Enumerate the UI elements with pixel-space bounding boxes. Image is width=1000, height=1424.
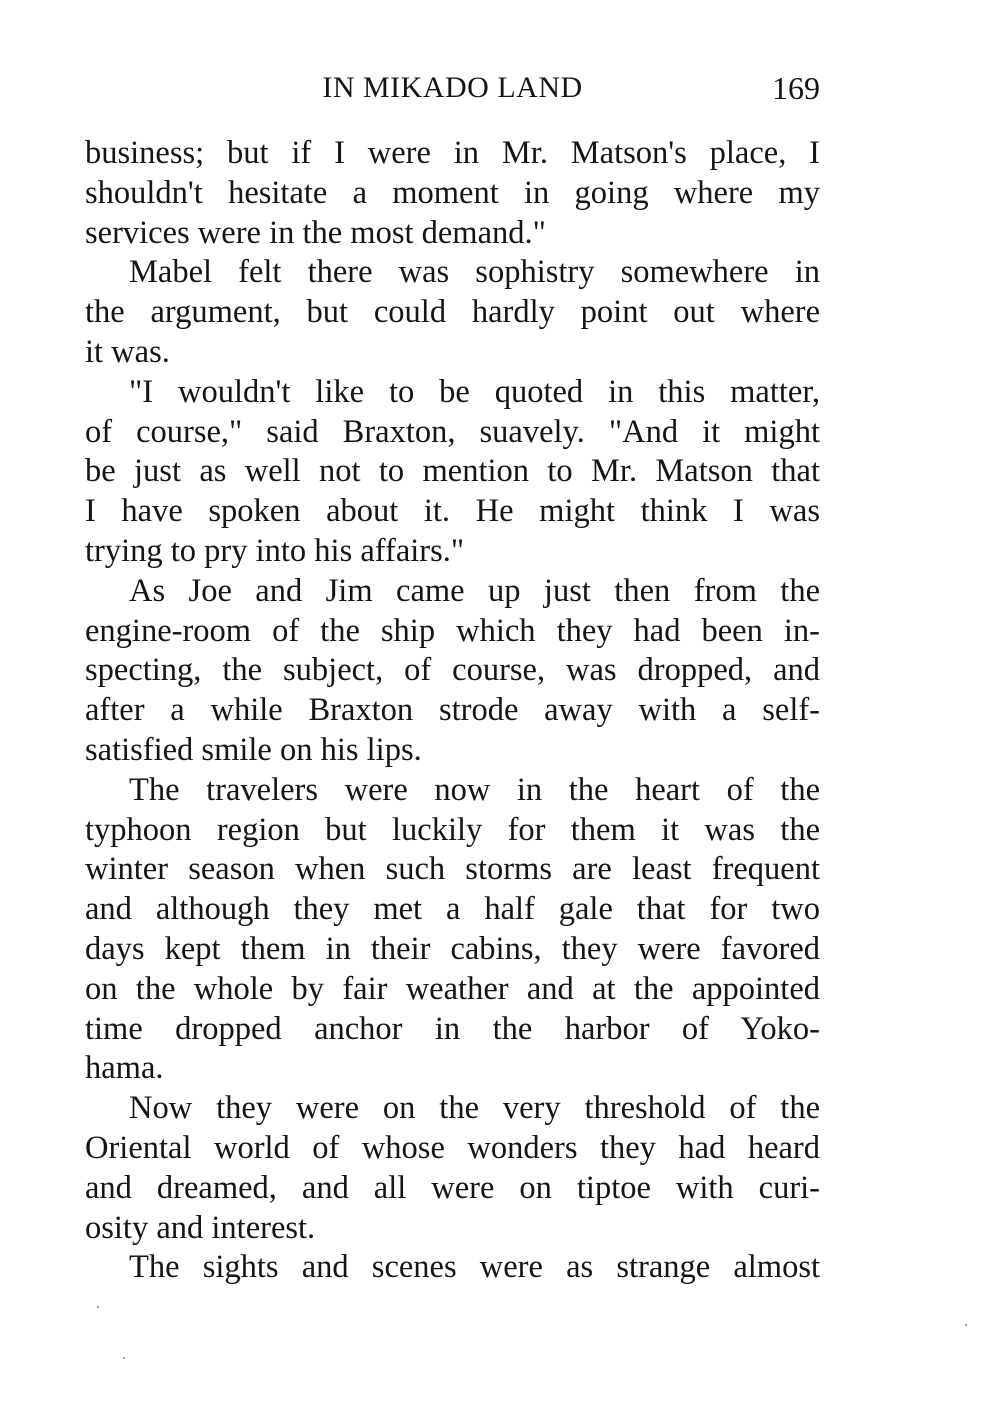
- body-text: [85, 134, 820, 1288]
- paragraph: [85, 572, 820, 771]
- text-line: The sights and scenes were as strange almost: [129, 1249, 820, 1286]
- text-line: engine-room of the ship which they had been in-: [85, 612, 820, 649]
- text-line: Oriental world of whose wonders they had heard: [85, 1129, 820, 1166]
- text-line: the argument, but could hardly point out where: [85, 294, 820, 331]
- text-line: it was.: [85, 333, 170, 370]
- text-line: days kept them in their cabins, they were favored: [85, 930, 820, 967]
- text-line: and dreamed, and all were on tiptoe with curi-: [85, 1169, 820, 1206]
- running-head: [85, 68, 820, 108]
- text-line: satisfied smile on his lips.: [85, 731, 422, 768]
- running-title: IN MIKADO LAND: [322, 71, 583, 104]
- paragraph: [85, 1248, 820, 1288]
- paper-speck: [965, 1324, 967, 1326]
- text-line: Mabel felt there was sophistry somewhere in: [129, 254, 820, 291]
- text-line: As Joe and Jim came up just then from the: [129, 572, 820, 609]
- paper-speck: [97, 1306, 99, 1308]
- text-line: shouldn't hesitate a moment in going where my: [85, 174, 820, 211]
- paragraph: [85, 1089, 820, 1248]
- text-line: winter season when such storms are least frequent: [85, 851, 820, 888]
- text-line: and although they met a half gale that for two: [85, 891, 820, 928]
- text-line: business; but if I were in Mr. Matson's place, I: [85, 135, 820, 171]
- text-line: trying to pry into his affairs.": [85, 532, 465, 569]
- text-line: I have spoken about it. He might think I was: [85, 493, 820, 530]
- text-line: osity and interest.: [85, 1209, 316, 1246]
- text-line: services were in the most demand.": [85, 214, 546, 251]
- page-number: 169: [772, 70, 820, 106]
- paragraph: [85, 373, 820, 572]
- text-line: hama.: [85, 1050, 164, 1087]
- text-line: be just as well not to mention to Mr. Matson that: [85, 453, 820, 490]
- paragraph: [85, 253, 820, 372]
- text-line: "I wouldn't like to be quoted in this matter,: [129, 373, 820, 410]
- text-line: on the whole by fair weather and at the appointed: [85, 970, 820, 1007]
- text-line: time dropped anchor in the harbor of Yoko-: [85, 1010, 820, 1047]
- paragraph: [85, 771, 820, 1089]
- text-line: The travelers were now in the heart of the: [129, 771, 820, 808]
- paragraph: [85, 134, 820, 253]
- text-line: Now they were on the very threshold of the: [129, 1090, 820, 1127]
- text-line: specting, the subject, of course, was dropped, and: [85, 652, 820, 689]
- paper-speck: [123, 1357, 125, 1359]
- text-line: of course," said Braxton, suavely. "And it might: [85, 413, 820, 450]
- text-line: after a while Braxton strode away with a self-: [85, 692, 820, 729]
- text-line: typhoon region but luckily for them it was the: [85, 811, 820, 848]
